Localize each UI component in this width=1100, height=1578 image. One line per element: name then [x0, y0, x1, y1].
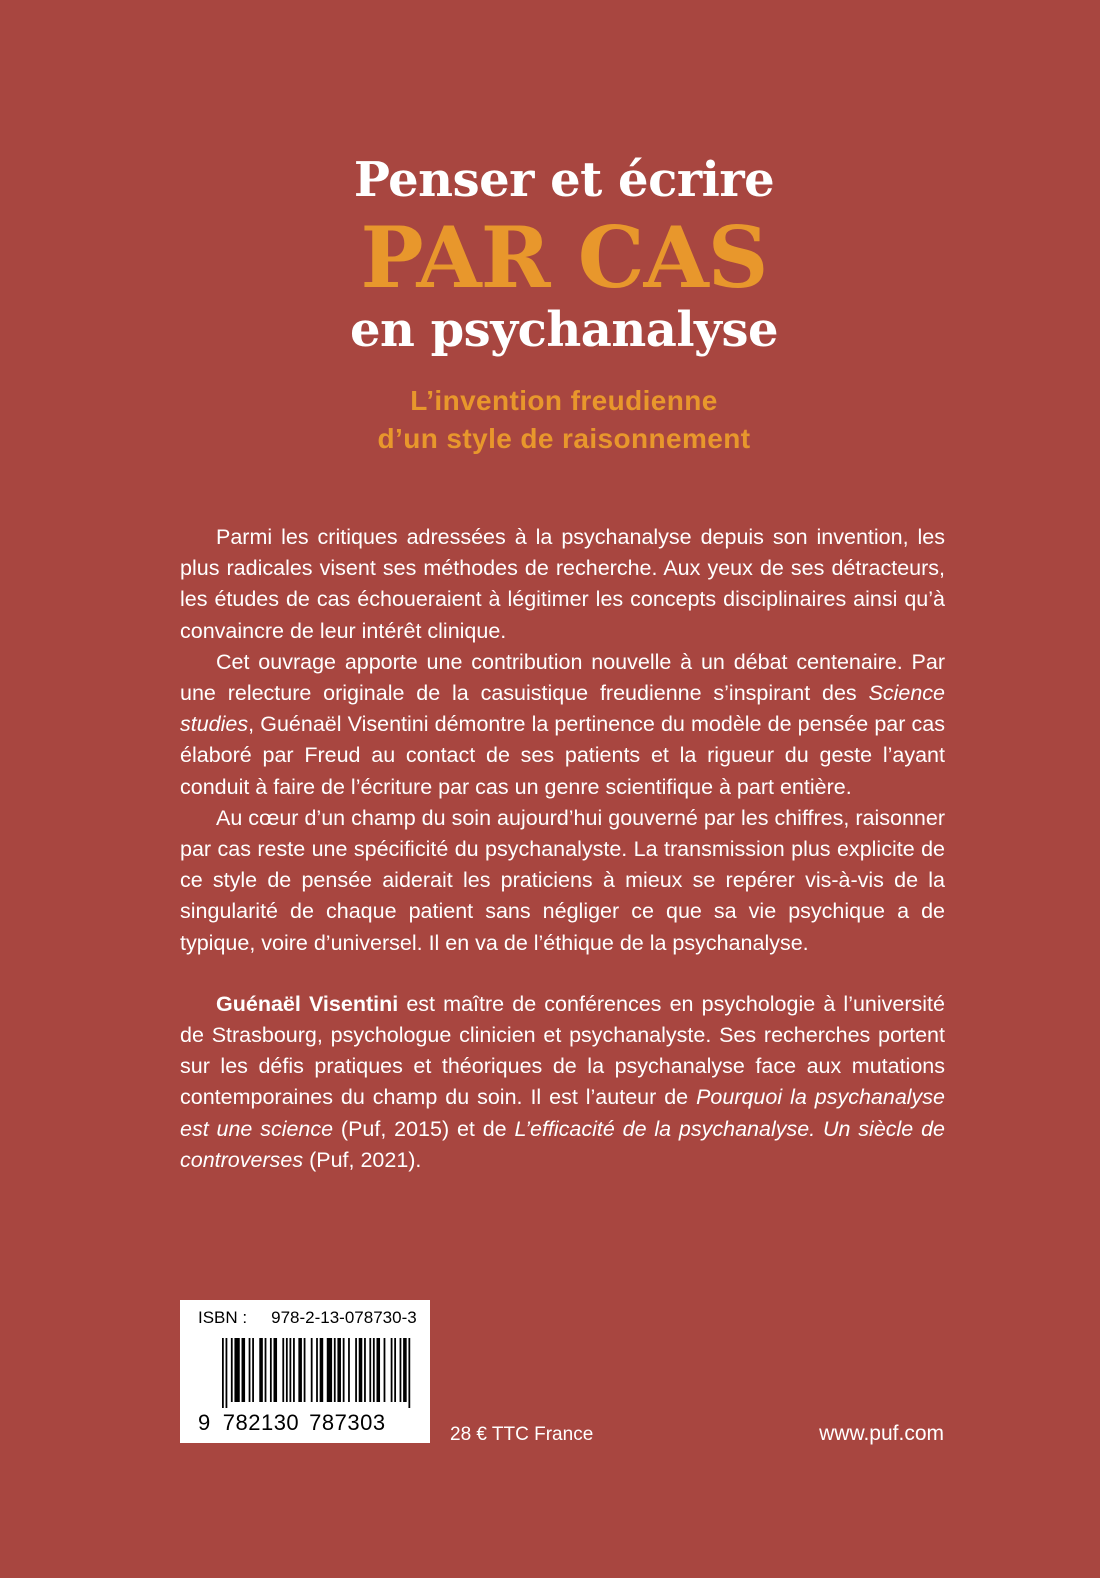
barcode-bar	[408, 1338, 410, 1408]
paragraph-2-part-2: , Guénaël Visentini démontre la pertinence du modèle de pensée par cas élaboré par Freud au contact de ses patients et la rigueur du geste l’ayant conduit à faire de l’écriture par cas un genre scientifique à part entière.	[180, 712, 945, 799]
paragraph-2-italic: Science studies	[180, 681, 945, 737]
subtitle-line-2: d’un style de raisonnement	[377, 423, 751, 454]
barcode-bar	[334, 1338, 336, 1402]
barcode-bars	[222, 1338, 412, 1408]
author-book-1: Pourquoi la psychanalyse est une science	[180, 1085, 946, 1141]
barcode-bar	[311, 1338, 313, 1402]
barcode-bar	[364, 1338, 366, 1402]
barcode-bar	[249, 1338, 251, 1402]
barcode-digit-first: 9	[198, 1410, 211, 1435]
barcode-bar	[259, 1338, 263, 1402]
barcode-bar	[298, 1338, 302, 1402]
barcode-bar	[355, 1338, 357, 1402]
author-name: Guénaël Visentini	[216, 991, 399, 1016]
barcode-bar	[289, 1338, 291, 1402]
barcode-bar	[337, 1338, 341, 1402]
barcode-bar	[403, 1338, 407, 1402]
author-bio-part-2: (Puf, 2015) et de	[333, 1116, 515, 1141]
isbn-label: ISBN :	[198, 1308, 248, 1327]
isbn-value: 978-2-13-078730-3	[271, 1308, 417, 1327]
barcode-bar	[286, 1338, 288, 1402]
barcode-bar	[252, 1338, 254, 1402]
barcode-bar	[242, 1338, 246, 1402]
title-block	[0, 150, 1100, 458]
title-line-1: Penser et écrire	[353, 152, 775, 208]
barcode-digits-left: 782130	[222, 1410, 300, 1435]
barcode-bar	[293, 1338, 295, 1402]
author-book-2: L’efficacité de la psychanalyse. Un siècle de controverses	[180, 1116, 945, 1172]
barcode-bar	[226, 1338, 228, 1408]
barcode-bar	[400, 1338, 402, 1402]
author-bio	[180, 989, 945, 1176]
barcode-bar	[359, 1338, 363, 1402]
title-line-2: PAR CAS	[360, 208, 768, 307]
paragraph-2	[180, 647, 945, 803]
barcode-bar	[304, 1338, 306, 1402]
barcode-bar	[373, 1338, 375, 1402]
barcode-digits	[198, 1410, 386, 1436]
title-line-3: en psychanalyse	[349, 302, 779, 358]
barcode-bar	[274, 1338, 278, 1402]
barcode-digits-right: 787303	[309, 1410, 386, 1435]
paragraph-1: Parmi les critiques adressées à la psychanalyse depuis son invention, les plus radicales visent ses méthodes de recherche. Aux yeux de ses détracteurs, les études de cas échoueraient à légitimer les concepts disciplinaires ainsi qu’à convaincre de leur intérêt clinique.	[180, 525, 945, 643]
author-bio-part-3: (Puf, 2021).	[303, 1147, 422, 1172]
author-bio-part-1: est maître de conférences en psychologie à l’université de Strasbourg, psychologue clinicien et psychanalyste. Ses recherches portent sur les défis pratiques et théoriques de la psychanalyse face aux mutations contemporaines du champ du soin. Il est l’auteur de	[180, 991, 945, 1110]
barcode-bar	[265, 1338, 267, 1402]
barcode-bar	[222, 1338, 224, 1408]
barcode-bar	[316, 1338, 318, 1402]
barcode-bar	[320, 1338, 324, 1402]
barcode-bar	[391, 1338, 393, 1402]
paragraph-3: Au cœur d’un champ du soin aujourd’hui gouverné par les chiffres, raisonner par cas reste une spécificité du psychanalyste. La transmission plus explicite de ce style de pensée aiderait les praticiens à mieux se repérer vis-à-vis de la singularité de chaque patient sans négliger ce que sa vie psychique a de typique, voire d’universel. Il en va de l’éthique de la psychanalyse.	[180, 805, 945, 955]
barcode-bar	[231, 1338, 233, 1402]
barcode-bar	[343, 1338, 345, 1402]
barcode-bar	[394, 1338, 396, 1402]
isbn-line	[198, 1308, 417, 1328]
subtitle	[0, 382, 1100, 458]
barcode-bar	[282, 1338, 284, 1402]
barcode-bar	[369, 1338, 371, 1402]
price: 28 € TTC France	[450, 1424, 594, 1445]
paragraph-2-part-1: Cet ouvrage apporte une contribution nouvelle à un débat centenaire. Par une relecture originale de la casuistique freudienne s’inspirant des	[180, 649, 945, 706]
subtitle-line-1: L’invention freudienne	[410, 385, 718, 416]
blurb	[180, 522, 945, 1176]
barcode-bar	[327, 1338, 332, 1402]
barcode-bar	[384, 1338, 386, 1402]
barcode-bar	[376, 1338, 380, 1402]
website-link[interactable]: www.puf.com	[819, 1422, 944, 1445]
barcode-bar	[270, 1338, 272, 1402]
barcode-box	[180, 1300, 430, 1443]
barcode-bar	[348, 1338, 350, 1402]
barcode-bar	[234, 1338, 239, 1402]
